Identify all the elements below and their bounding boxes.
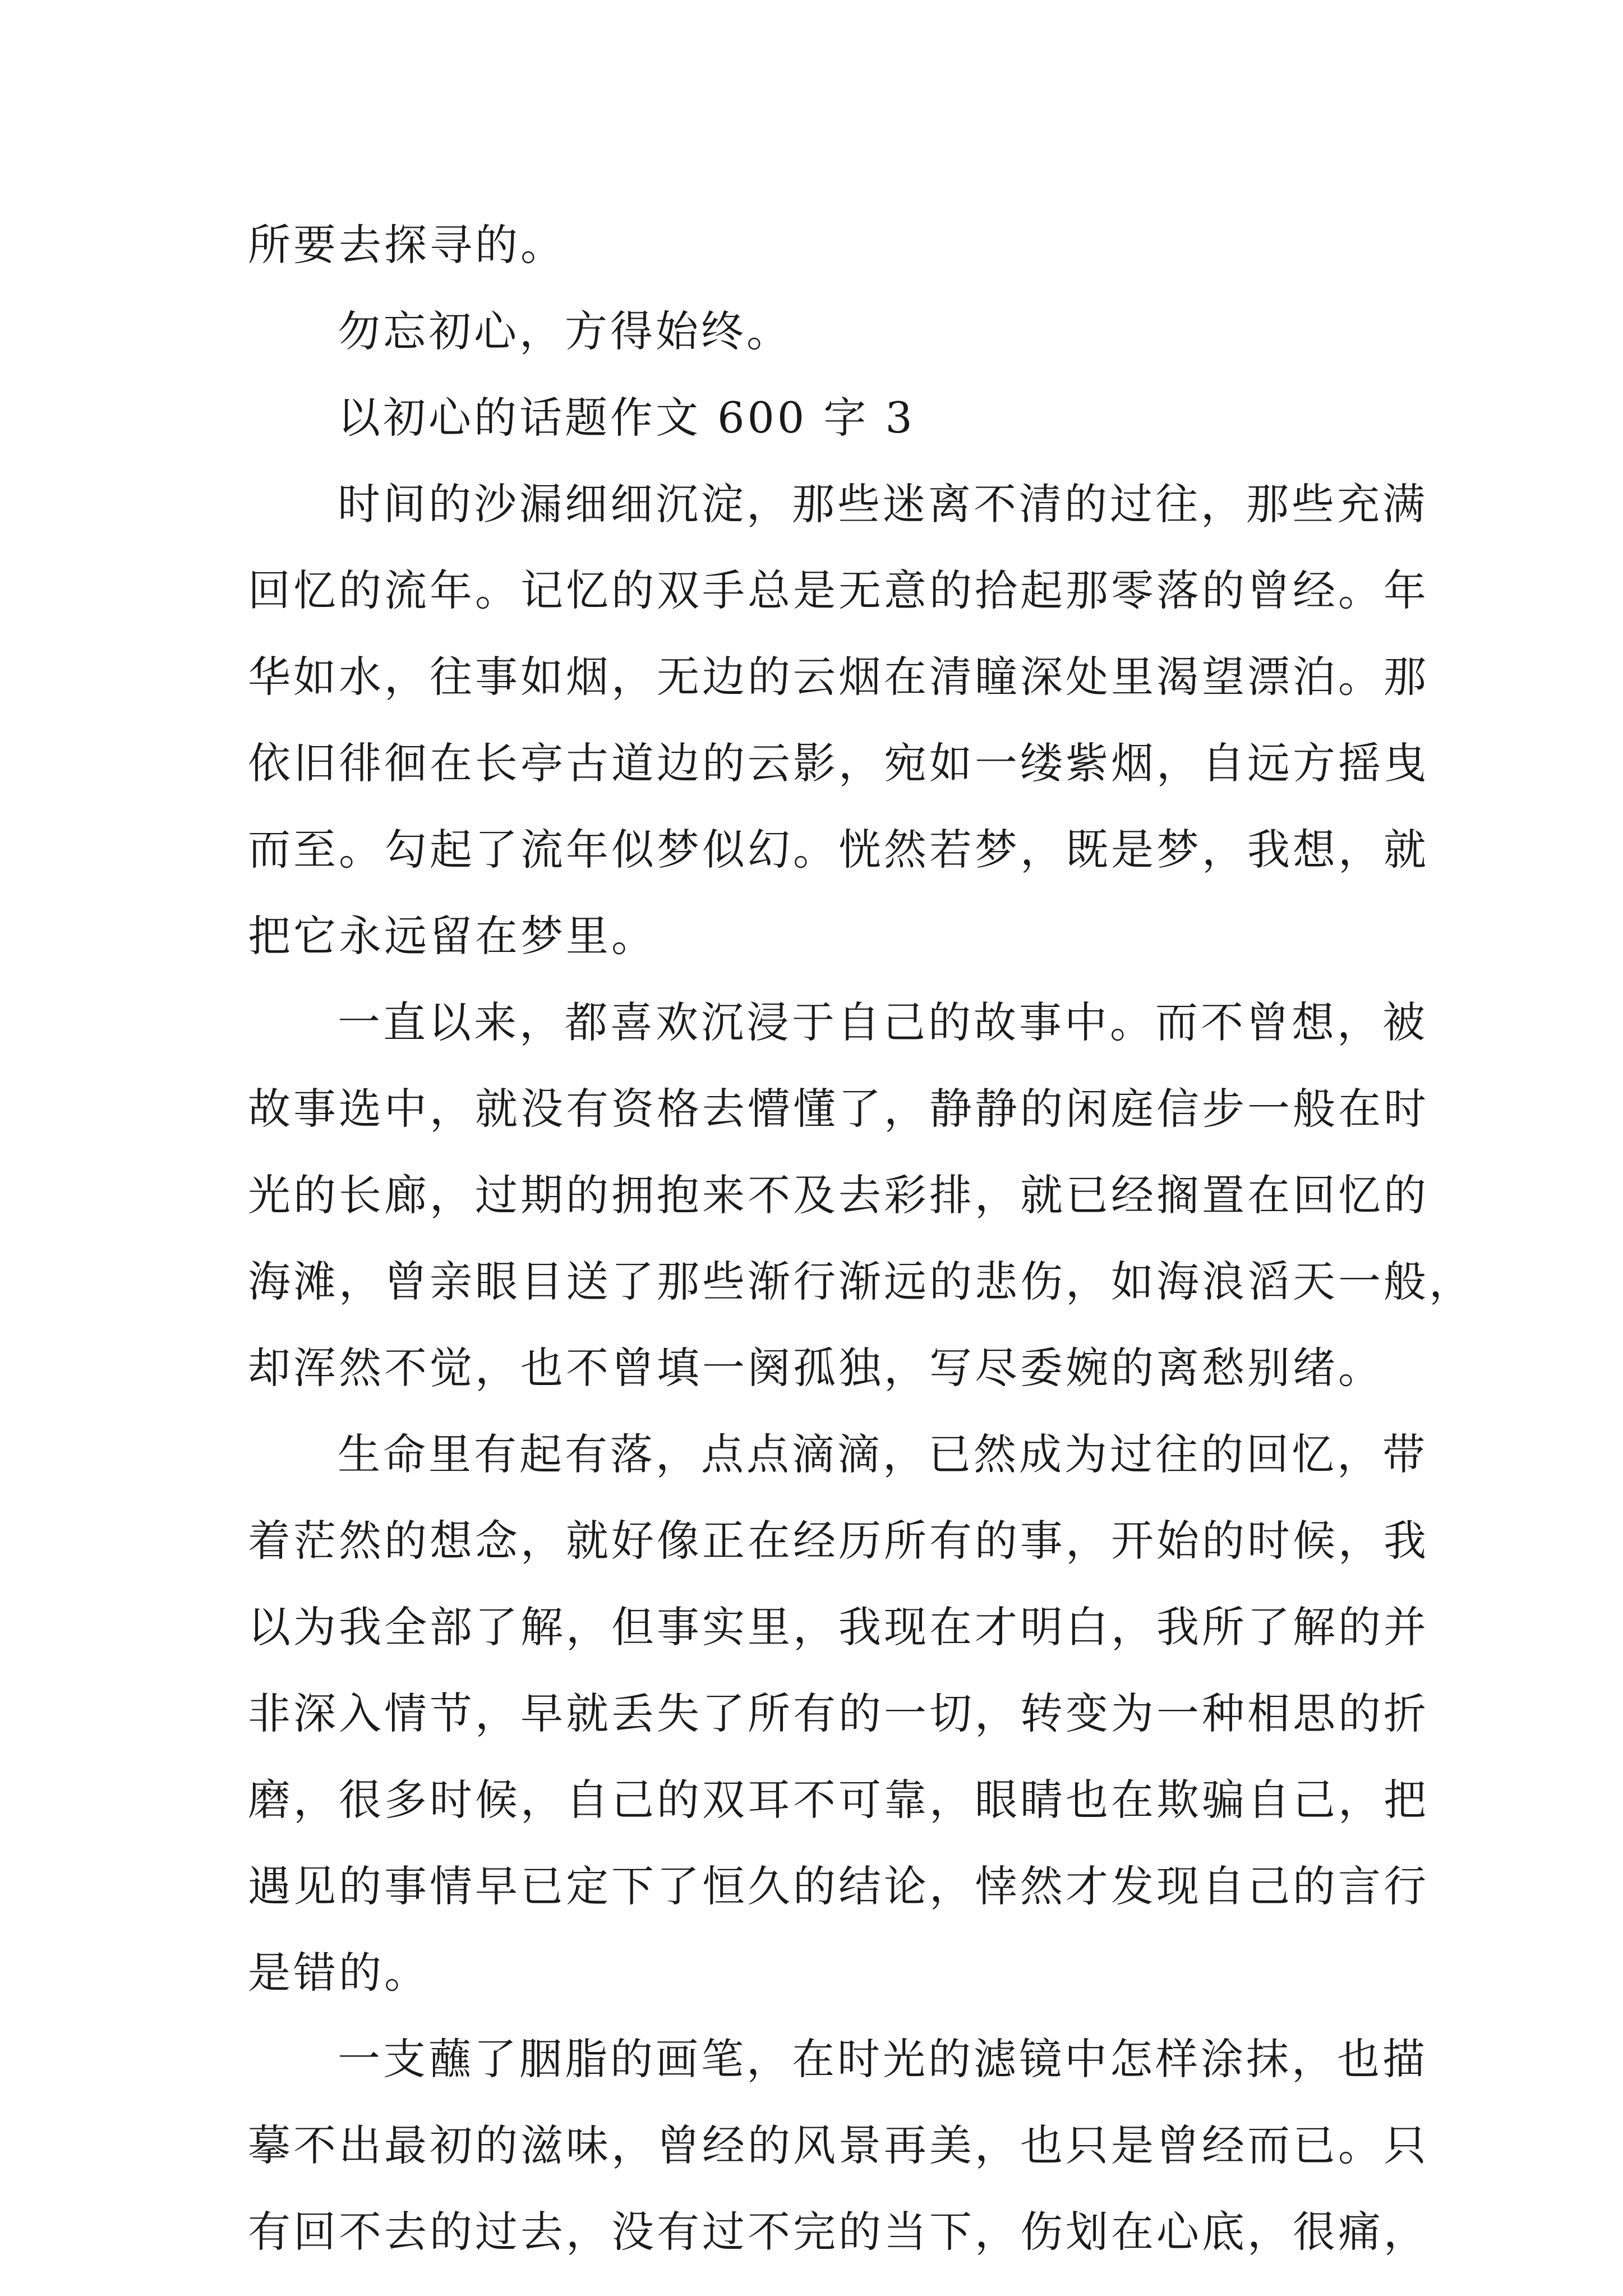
paragraph-line: 时间的沙漏细细沉淀，那些迷离不清的过往，那些充满: [338, 479, 1428, 529]
essay-body: [248, 202, 1474, 2275]
essay-heading: 以初心的话题作文 600 字 3: [338, 393, 915, 443]
paragraph-line: 遇见的事情早已定下了恒久的结论，悻然才发现自己的言行: [248, 1861, 1429, 1911]
paragraph-line: 磨，很多时候，自己的双耳不可靠，眼睛也在欺骗自己，把: [248, 1775, 1429, 1825]
paragraph-line: 光的长廊，过期的拥抱来不及去彩排，就已经搁置在回忆的: [248, 1170, 1429, 1220]
paragraph-line: 故事选中，就没有资格去懵懂了，静静的闲庭信步一般在时: [248, 1084, 1429, 1134]
paragraph-line: 非深入情节，早就丢失了所有的一切，转变为一种相思的折: [248, 1688, 1429, 1738]
paragraph-line: 是错的。: [248, 1948, 430, 1998]
paragraph-line: 一直以来，都喜欢沉浸于自己的故事中。而不曾想，被: [338, 997, 1428, 1047]
paragraph-4: [248, 2016, 1429, 2275]
paragraph-line: 而至。勾起了流年似梦似幻。恍然若梦，既是梦，我想，就: [248, 825, 1429, 875]
paragraph-line: 把它永远留在梦里。: [248, 911, 657, 961]
paragraph-line: 有回不去的过去，没有过不完的当下，伤划在心底，很痛，: [248, 2207, 1429, 2257]
paragraph-line: 回忆的流年。记忆的双手总是无意的拾起那零落的曾经。年: [248, 565, 1429, 615]
paragraph-2: [248, 979, 1474, 1411]
paragraph-line: 一支蘸了胭脂的画笔，在时光的滤镜中怎样涂抹，也描: [338, 2034, 1428, 2084]
paragraph-1: [248, 461, 1429, 979]
paragraph-line: 华如水，往事如烟，无边的云烟在清瞳深处里渴望漂泊。那: [248, 652, 1429, 702]
motto-line: 勿忘初心，方得始终。: [338, 306, 792, 356]
paragraph-line: 海滩，曾亲眼目送了那些渐行渐远的悲伤，如海浪滔天一般，: [248, 1257, 1474, 1306]
paragraph-line: 以为我全部了解，但事实里，我现在才明白，我所了解的并: [248, 1602, 1429, 1652]
paragraph-line: 摹不出最初的滋味，曾经的风景再美，也只是曾经而已。只: [248, 2120, 1429, 2170]
paragraph-line: 着茫然的想念，就好像正在经历所有的事，开始的时候，我: [248, 1516, 1429, 1566]
paragraph-line: 却浑然不觉，也不曾填一阕孤独，写尽委婉的离愁别绪。: [248, 1343, 1384, 1393]
continuation-line: 所要去探寻的。: [248, 220, 566, 270]
paragraph-line: 依旧徘徊在长亭古道边的云影，宛如一缕紫烟，自远方摇曳: [248, 738, 1429, 788]
paragraph-3: [248, 1411, 1429, 2016]
paragraph-line: 生命里有起有落，点点滴滴，已然成为过往的回忆，带: [338, 1429, 1428, 1479]
